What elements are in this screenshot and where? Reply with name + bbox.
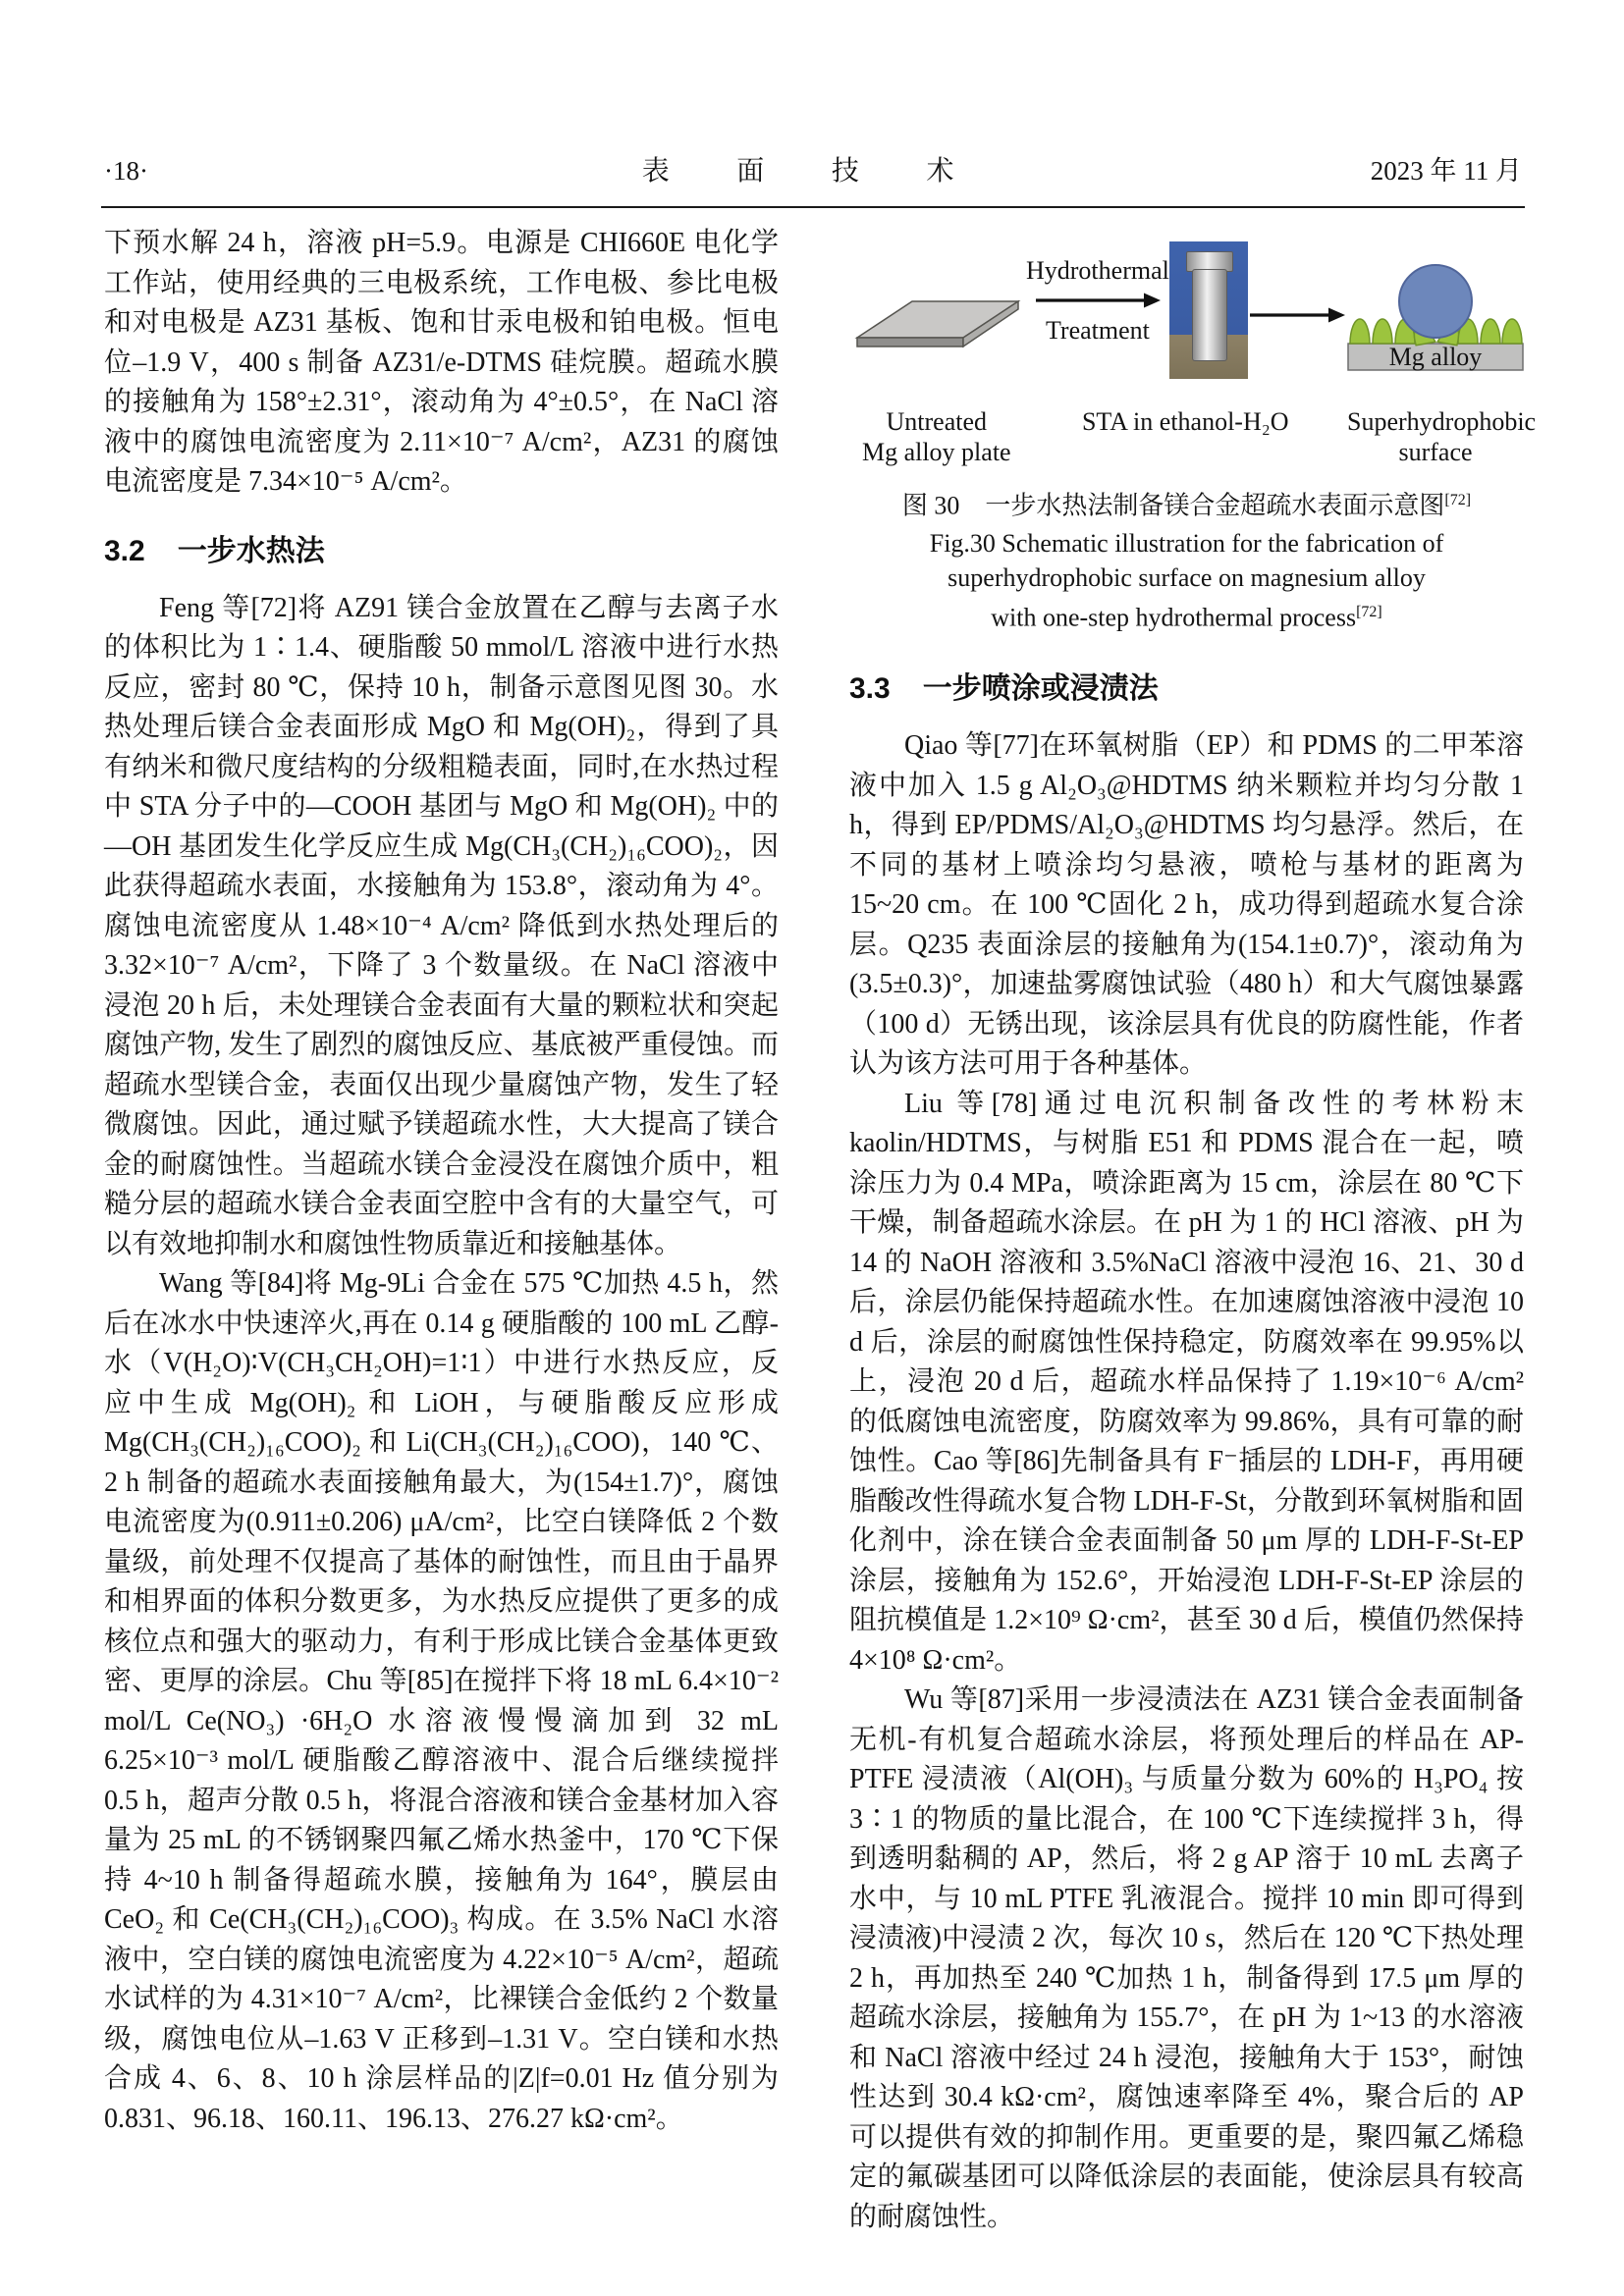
paragraph-liu-cao: Liu 等[78]通过电沉积制备改性的考林粉末 kaolin/HDTMS，与树脂 E51 和 PDMS 混合在一起，喷涂压力为 0.4 MPa，喷涂距离为 15 cm，涂层在 80 ℃下干燥，制备超疏水涂层。在 pH 为 1 的 HCl 溶液、pH 为 14 的 NaOH 溶液和 3.5%NaCl 溶液中浸泡 16、21、30 d 后，涂层仍能保持超疏水性。在加速腐蚀溶液中浸泡 10 d 后，涂层的耐腐蚀性保持稳定，防腐效率在 99.95%以上，浸泡 20 d 后，超疏水样品保持了 1.19×10⁻⁶ A/cm² 的低腐蚀电流密度，防腐效率为 99.86%，具有可靠的耐蚀性。Cao 等[86]先制备具有 F⁻插层的 LDH-F，再用硬脂酸改性得疏水复合物 LDH-F-St，分散到环氧树脂和固化剂中，涂在镁合金表面制备 50 μm 厚的 LDH-F-St-EP 涂层，接触角为 152.6°，开始浸泡 LDH-F-St-EP 涂层的阻抗模值是 1.2×10⁹ Ω·cm²，甚至 30 d 后，模值仍然保持 4×10⁸ Ω·cm²。 — [849, 1088, 1524, 1676]
autoclave-label: STA in ethanol-H₂O — [1081, 407, 1289, 436]
figure-labels — [849, 406, 1537, 467]
issue-date: 2023 年 11 月 — [1370, 156, 1522, 186]
page-number: ·18· — [104, 156, 148, 186]
caption-cn-ref: [72] — [1444, 492, 1472, 508]
paragraph-wang-chu: Wang 等[84]将 Mg-9Li 合金在 575 ℃加热 4.5 h，然后在冰水中快速淬火,再在 0.14 g 硬脂酸的 100 mL 乙醇-水（V(H₂O)∶V(CH₃CH₂OH)=1∶1）中进行水热反应，反应中生成 Mg(OH)₂ 和 LiOH，与硬脂酸反应形成 Mg(CH₃(CH₂)₁₆COO)₂ 和 Li(CH₃(CH₂)₁₆COO)，140 ℃、2 h 制备的超疏水表面接触角最大，为(154±1.7)°，腐蚀电流密度为(0.911±0.206) μA/cm²，比空白镁降低 2 个数量级，前处理不仅提高了基体的耐蚀性，而且由于晶界和相界面的体积分数更多，为水热反应提供了更多的成核位点和强大的驱动力，有利于形成比镁合金基体更致密、更厚的涂层。Chu 等[85]在搅拌下将 18 mL 6.4×10⁻² mol/L Ce(NO₃) ·6H₂O 水溶液慢慢滴加到 32 mL 6.25×10⁻³ mol/L 硬脂酸乙醇溶液中、混合后继续搅拌 0.5 h，超声分散 0.5 h，将混合溶液和镁合金基材加入容量为 25 mL 的不锈钢聚四氟乙烯水热釜中，170 ℃下保持 4~10 h 制备得超疏水膜，接触角为 164°，膜层由 CeO₂ 和 Ce(CH₃(CH₂)₁₆COO)₃ 构成。在 3.5% NaCl 水溶液中，空白镁的腐蚀电流密度为 4.22×10⁻⁵ A/cm²，超疏水试样的为 4.31×10⁻⁷ A/cm²，比裸镁合金低约 2 个数量级，腐蚀电位从–1.63 V 正移到–1.31 V。空白镁和水热合成 4、6、8、10 h 涂层样品的|Z|f=0.01 Hz 值分别为 0.831、96.18、160.11、196.13、276.27 kΩ·cm²。 — [104, 1268, 779, 2134]
figure-caption — [849, 481, 1524, 634]
figure-graphics — [849, 230, 1524, 404]
section-number: 3.3 — [849, 672, 891, 706]
paragraph-feng: Feng 等[72]将 AZ91 镁合金放置在乙醇与去离子水的体积比为 1∶1.4、硬脂酸 50 mmol/L 溶液中进行水热反应，密封 80 ℃，保持 10 h，制备示意图见图 30。水热处理后镁合金表面形成 MgO 和 Mg(OH)₂，得到了具有纳米和微尺度结构的分级粗糙表面，同时,在水热过程中 STA 分子中的—COOH 基团与 MgO 和 Mg(OH)₂ 中的—OH 基团发生化学反应生成 Mg(CH₃(CH₂)₁₆COO)₂，因此获得超疏水表面，水接触角为 153.8°，滚动角为 4°。腐蚀电流密度从 1.48×10⁻⁴ A/cm² 降低到水热处理后的 3.32×10⁻⁷ A/cm²，下降了 3 个数量级。在 NaCl 溶液中浸泡 20 h 后，未处理镁合金表面有大量的颗粒状和突起腐蚀产物, 发生了剧烈的腐蚀反应、基底被严重侵蚀。而超疏水型镁合金，表面仅出现少量腐蚀产物，发生了轻微腐蚀。因此，通过赋予镁超疏水性，大大提高了镁合金的耐腐蚀性。当超疏水镁合金浸没在腐蚀介质中，粗糙分层的超疏水镁合金表面空腔中含有的大量空气，可以有效地抑制水和腐蚀性物质靠近和接触基体。 — [104, 592, 779, 1259]
caption-chinese — [849, 481, 1524, 526]
caption-english-line3 — [849, 595, 1524, 635]
section-heading-3-3 — [849, 664, 1524, 707]
caption-cn-text: 图 30 一步水热法制备镁合金超疏水表面示意图 — [901, 491, 1445, 520]
untreated-plate-graphic — [849, 230, 1026, 404]
paragraph-qiao: Qiao 等[77]在环氧树脂（EP）和 PDMS 的二甲苯溶液中加入 1.5 g Al₂O₃@HDTMS 纳米颗粒并均匀分散 1 h，得到 EP/PDMS/Al₂O₃@HDTMS 均匀悬浮。然后，在不同的基材上喷涂均匀悬液，喷枪与基材的距离为 15~20 cm。在 100 ℃固化 2 h，成功得到超疏水复合涂层。Q235 表面涂层的接触角为(154.1±0.7)°，滚动角为(3.5±0.3)°，加速盐雾腐蚀试验（480 h）和大气腐蚀暴露（100 d）无锈出现，该涂层具有优良的防腐性能，作者认为该方法可用于各种基体。 — [849, 730, 1524, 1080]
untreated-plate-label — [849, 406, 1024, 467]
arrow-right-icon — [1250, 306, 1346, 324]
left-column — [104, 224, 779, 2237]
untreated-label-line1: Untreated — [886, 407, 988, 436]
section-heading-3-2 — [104, 526, 779, 569]
section-title: 一步水热法 — [177, 534, 325, 567]
autoclave-label-wrap — [1024, 406, 1347, 467]
arrow1-label-top: Hydrothermal — [1026, 256, 1169, 285]
mg-plate-icon — [849, 289, 1026, 359]
superhydrophobic-surface-graphic — [1347, 230, 1524, 404]
droplet-surface-icon — [1347, 245, 1524, 373]
journal-title: 表 面 技 术 — [641, 156, 985, 187]
surface-label — [1347, 406, 1537, 467]
mg-alloy-bar-label: Mg alloy — [1388, 343, 1483, 371]
autoclave-icon — [1169, 241, 1248, 379]
arrow-right-icon — [1034, 292, 1162, 309]
two-column-body — [104, 224, 1537, 2237]
caption-english-line2: superhydrophobic surface on magnesium alloy — [947, 562, 1426, 592]
autoclave-body — [1192, 269, 1227, 361]
page-header — [104, 149, 1522, 188]
header-rule — [101, 206, 1525, 208]
paragraph-continuation: 下预水解 24 h，溶液 pH=5.9。电源是 CHI660E 电化学工作站，使用经典的三电极系统，工作电极、参比电极和对电极是 AZ31 基板、饱和甘汞电极和铂电极。恒电位–1.9 V，400 s 制备 AZ31/e-DTMS 硅烷膜。超疏水膜的接触角为 158°±2.31°，滚动角为 4°±0.5°，在 NaCl 溶液中的腐蚀电流密度为 2.11×10⁻⁷ A/cm²，AZ31 的腐蚀电流密度是 7.34×10⁻⁵ A/cm²。 — [104, 228, 779, 497]
figure-30 — [849, 230, 1537, 634]
paragraph-wu: Wu 等[87]采用一步浸渍法在 AZ31 镁合金表面制备无机-有机复合超疏水涂层，将预处理后的样品在 AP-PTFE 浸渍液（Al(OH)₃ 与质量分数为 60%的 H₃PO₄ 按 3∶1 的物质的量比混合，在 100 ℃下连续搅拌 3 h，得到透明黏稠的 AP，然后，将 2 g AP 溶于 10 mL 去离子水中，与 10 mL PTFE 乳液混合。搅拌 10 min 即可得到浸渍液)中浸渍 2 次，每次 10 s，然后在 120 ℃下热处理 2 h，再加热至 240 ℃加热 1 h，制备得到 17.5 μm 厚的超疏水涂层，接触角为 155.7°，在 pH 为 1~13 的水溶液和 NaCl 溶液中经过 24 h 浸泡，接触角大于 153°，耐蚀性达到 30.4 kΩ·cm²，腐蚀速率降至 4%，聚合后的 AP 可以提供有效的抑制作用。更重要的是，聚四氟乙烯稳定的氟碳基团可以降低涂层的表面能，使涂层具有较高的耐腐蚀性。 — [849, 1684, 1524, 2232]
section-title: 一步喷涂或浸渍法 — [922, 672, 1159, 706]
arrow1-label-bottom: Treatment — [1045, 316, 1150, 345]
caption-en-ref: [72] — [1356, 603, 1382, 620]
hydrothermal-arrow-group — [1026, 230, 1169, 404]
untreated-label-line2: Mg alloy plate — [861, 438, 1011, 466]
right-column — [849, 224, 1537, 2237]
caption-en-text: with one-step hydrothermal process — [991, 603, 1357, 632]
surface-label-line2: surface — [1398, 438, 1473, 466]
autoclave-photo — [1169, 230, 1250, 404]
section-number: 3.2 — [104, 534, 145, 567]
surface-label-line1: Superhydrophobic — [1347, 407, 1537, 436]
second-arrow-group — [1250, 230, 1347, 404]
caption-english-line1: Fig.30 Schematic illustration for the fabrication of — [929, 528, 1444, 558]
